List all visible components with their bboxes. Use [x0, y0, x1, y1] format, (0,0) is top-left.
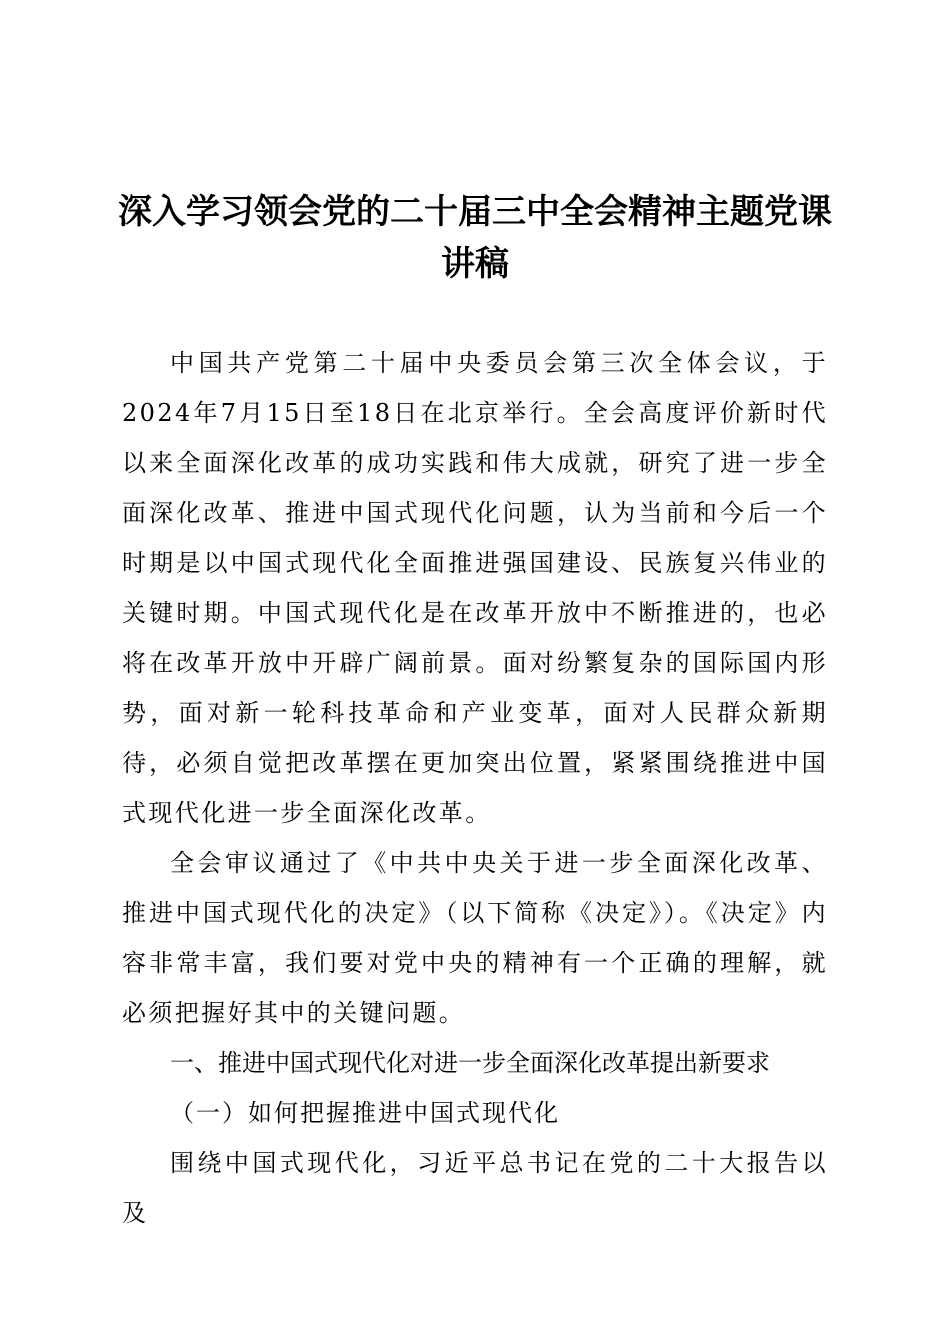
document-body [122, 338, 828, 1238]
document-title: 深入学习领会党的二十届三中全会精神主题党课讲稿 [118, 192, 832, 284]
subsection-heading: （一）如何把握推进中国式现代化 [170, 1099, 560, 1127]
body-paragraph: 围绕中国式现代化，习近平总书记在党的二十大报告以及 [122, 1149, 828, 1227]
section-heading: 一、推进中国式现代化对进一步全面深化改革提出新要求 [170, 1049, 770, 1077]
body-paragraph: 全会审议通过了《中共中央关于进一步全面深化改革、推进中国式现代化的决定》（以下简称《决定》）。《决定》内容非常丰富，我们要对党中央的精神有一个正确的理解，就必须把握好其中的关键问题。 [122, 849, 828, 1027]
body-paragraph: 中国共产党第二十届中央委员会第三次全体会议，于2024年7月15日至18日在北京举行。全会高度评价新时代以来全面深化改革的成功实践和伟大成就，研究了进一步全面深化改革、推进中国式现代化问题，认为当前和今后一个时期是以中国式现代化全面推进强国建设、民族复兴伟业的关键时期。中国式现代化是在改革开放中不断推进的，也必将在改革开放中开辟广阔前景。面对纷繁复杂的国际国内形势，面对新一轮科技革命和产业变革，面对人民群众新期待，必须自觉把改革摆在更加突出位置，紧紧围绕推进中国式现代化进一步全面深化改革。 [122, 349, 828, 827]
